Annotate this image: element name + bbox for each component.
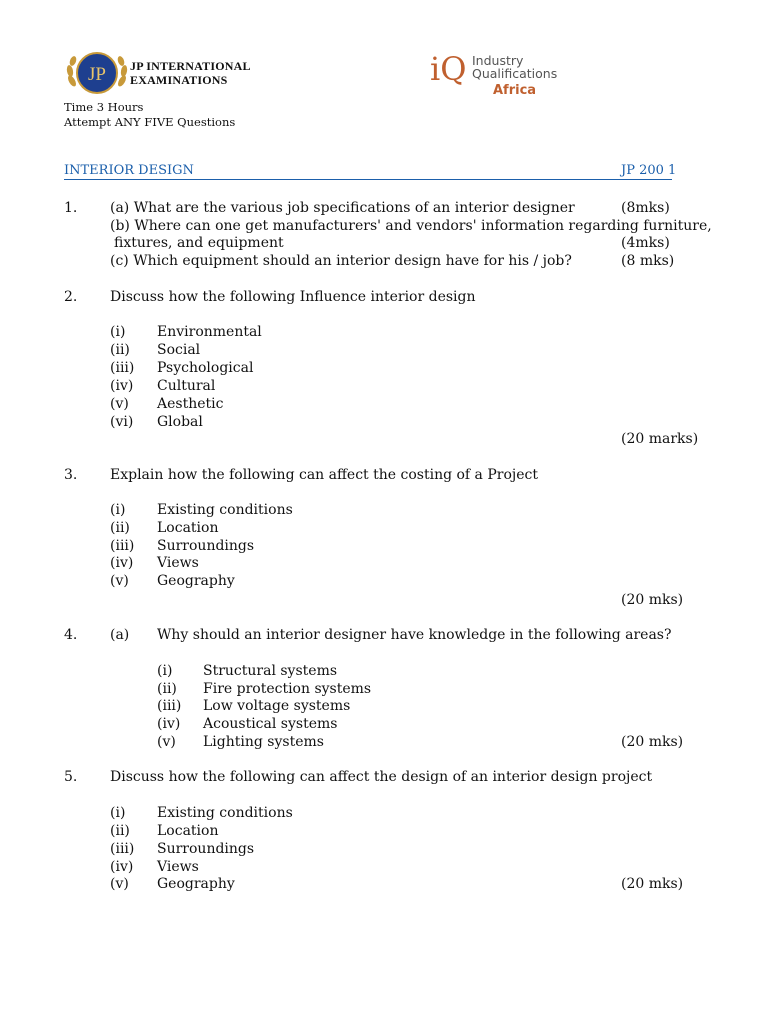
q3-text: Explain how the following can affect the costing of a Project	[110, 467, 538, 483]
iq-logo-letters: iQ	[430, 50, 467, 88]
jp-logo	[66, 51, 128, 97]
jp-logo-letters: JP	[88, 64, 106, 85]
q5-item-text: Views	[157, 859, 199, 875]
q2-text: Discuss how the following Influence interior design	[110, 289, 476, 305]
q5-item-number: (ii)	[110, 823, 130, 839]
q2-item-number: (i)	[110, 324, 126, 340]
q2-item-text: Environmental	[157, 324, 262, 340]
q1-number: 1.	[64, 200, 78, 216]
exam-duration: Time 3 Hours	[64, 100, 144, 114]
q4-part: (a)	[110, 627, 130, 643]
q5-item-text: Surroundings	[157, 841, 255, 857]
q2-item-text: Psychological	[157, 360, 254, 376]
q2-marks: (20 marks)	[621, 431, 699, 447]
iq-line2: Qualifications	[472, 66, 558, 81]
q3-item-text: Geography	[157, 573, 235, 589]
q1-part-b-line1: (b) Where can one get manufacturers' and vendors' information regarding furniture,	[110, 218, 712, 234]
q4-marks: (20 mks)	[621, 734, 684, 750]
q3-item-text: Surroundings	[157, 538, 255, 554]
q5-item-number: (i)	[110, 805, 126, 821]
q3-item-number: (ii)	[110, 520, 130, 536]
q5-item-text: Geography	[157, 876, 235, 892]
q2-item-text: Cultural	[157, 378, 216, 394]
q3-item-number: (i)	[110, 502, 126, 518]
q4-item-text: Acoustical systems	[203, 716, 338, 732]
q5-item-text: Location	[157, 823, 219, 839]
q4-text: Why should an interior designer have knowledge in the following areas?	[157, 627, 672, 643]
q1-part-a-marks: (8mks)	[621, 200, 670, 216]
q2-item-text: Aesthetic	[157, 396, 224, 412]
exam-instruction: Attempt ANY FIVE Questions	[64, 115, 236, 129]
q4-item-number: (ii)	[157, 681, 177, 697]
iq-line3: Africa	[493, 83, 537, 98]
q3-item-text: Views	[157, 555, 199, 571]
jp-org-name	[130, 59, 251, 87]
q1-part-b-line2: fixtures, and equipment	[114, 235, 284, 251]
q2-item-number: (iii)	[110, 360, 135, 376]
iq-org-name	[472, 54, 557, 80]
subject-underline	[64, 179, 672, 180]
q2-item-number: (ii)	[110, 342, 130, 358]
q2-item-text: Social	[157, 342, 201, 358]
jp-org-line1: JP INTERNATIONAL	[130, 59, 251, 73]
q4-item-number: (i)	[157, 663, 173, 679]
q2-item-number: (iv)	[110, 378, 134, 394]
q4-item-text: Structural systems	[203, 663, 338, 679]
q5-number: 5.	[64, 769, 78, 785]
q4-item-text: Low voltage systems	[203, 698, 351, 714]
q1-part-c-marks: (8 mks)	[621, 253, 675, 269]
q3-item-text: Location	[157, 520, 219, 536]
q4-item-text: Fire protection systems	[203, 681, 372, 697]
q3-marks: (20 mks)	[621, 592, 684, 608]
iq-line1: Industry	[472, 53, 524, 68]
q2-item-number: (v)	[110, 396, 129, 412]
q5-text: Discuss how the following can affect the design of an interior design project	[110, 769, 653, 785]
q3-item-text: Existing conditions	[157, 502, 293, 518]
q2-item-number: (vi)	[110, 414, 134, 430]
q2-number: 2.	[64, 289, 78, 305]
q5-item-number: (iv)	[110, 859, 134, 875]
q3-item-number: (iii)	[110, 538, 135, 554]
q5-item-text: Existing conditions	[157, 805, 293, 821]
q5-item-number: (v)	[110, 876, 129, 892]
q3-number: 3.	[64, 467, 78, 483]
q1-part-c: (c) Which equipment should an interior design have for his / job?	[110, 253, 572, 269]
iq-logo	[430, 46, 474, 90]
q2-item-text: Global	[157, 414, 203, 430]
q4-item-number: (iii)	[157, 698, 182, 714]
q3-item-number: (v)	[110, 573, 129, 589]
jp-org-line2: EXAMINATIONS	[130, 73, 228, 87]
subject-code: JP 200 1	[621, 163, 677, 178]
q1-part-b-marks: (4mks)	[621, 235, 670, 251]
subject-name: INTERIOR DESIGN	[64, 163, 194, 178]
q4-item-number: (iv)	[157, 716, 181, 732]
q4-item-text: Lighting systems	[203, 734, 324, 750]
q1-part-a: (a) What are the various job specifications of an interior designer	[110, 200, 575, 216]
q5-item-number: (iii)	[110, 841, 135, 857]
q4-item-number: (v)	[157, 734, 176, 750]
q3-item-number: (iv)	[110, 555, 134, 571]
q4-number: 4.	[64, 627, 78, 643]
q5-marks: (20 mks)	[621, 876, 684, 892]
